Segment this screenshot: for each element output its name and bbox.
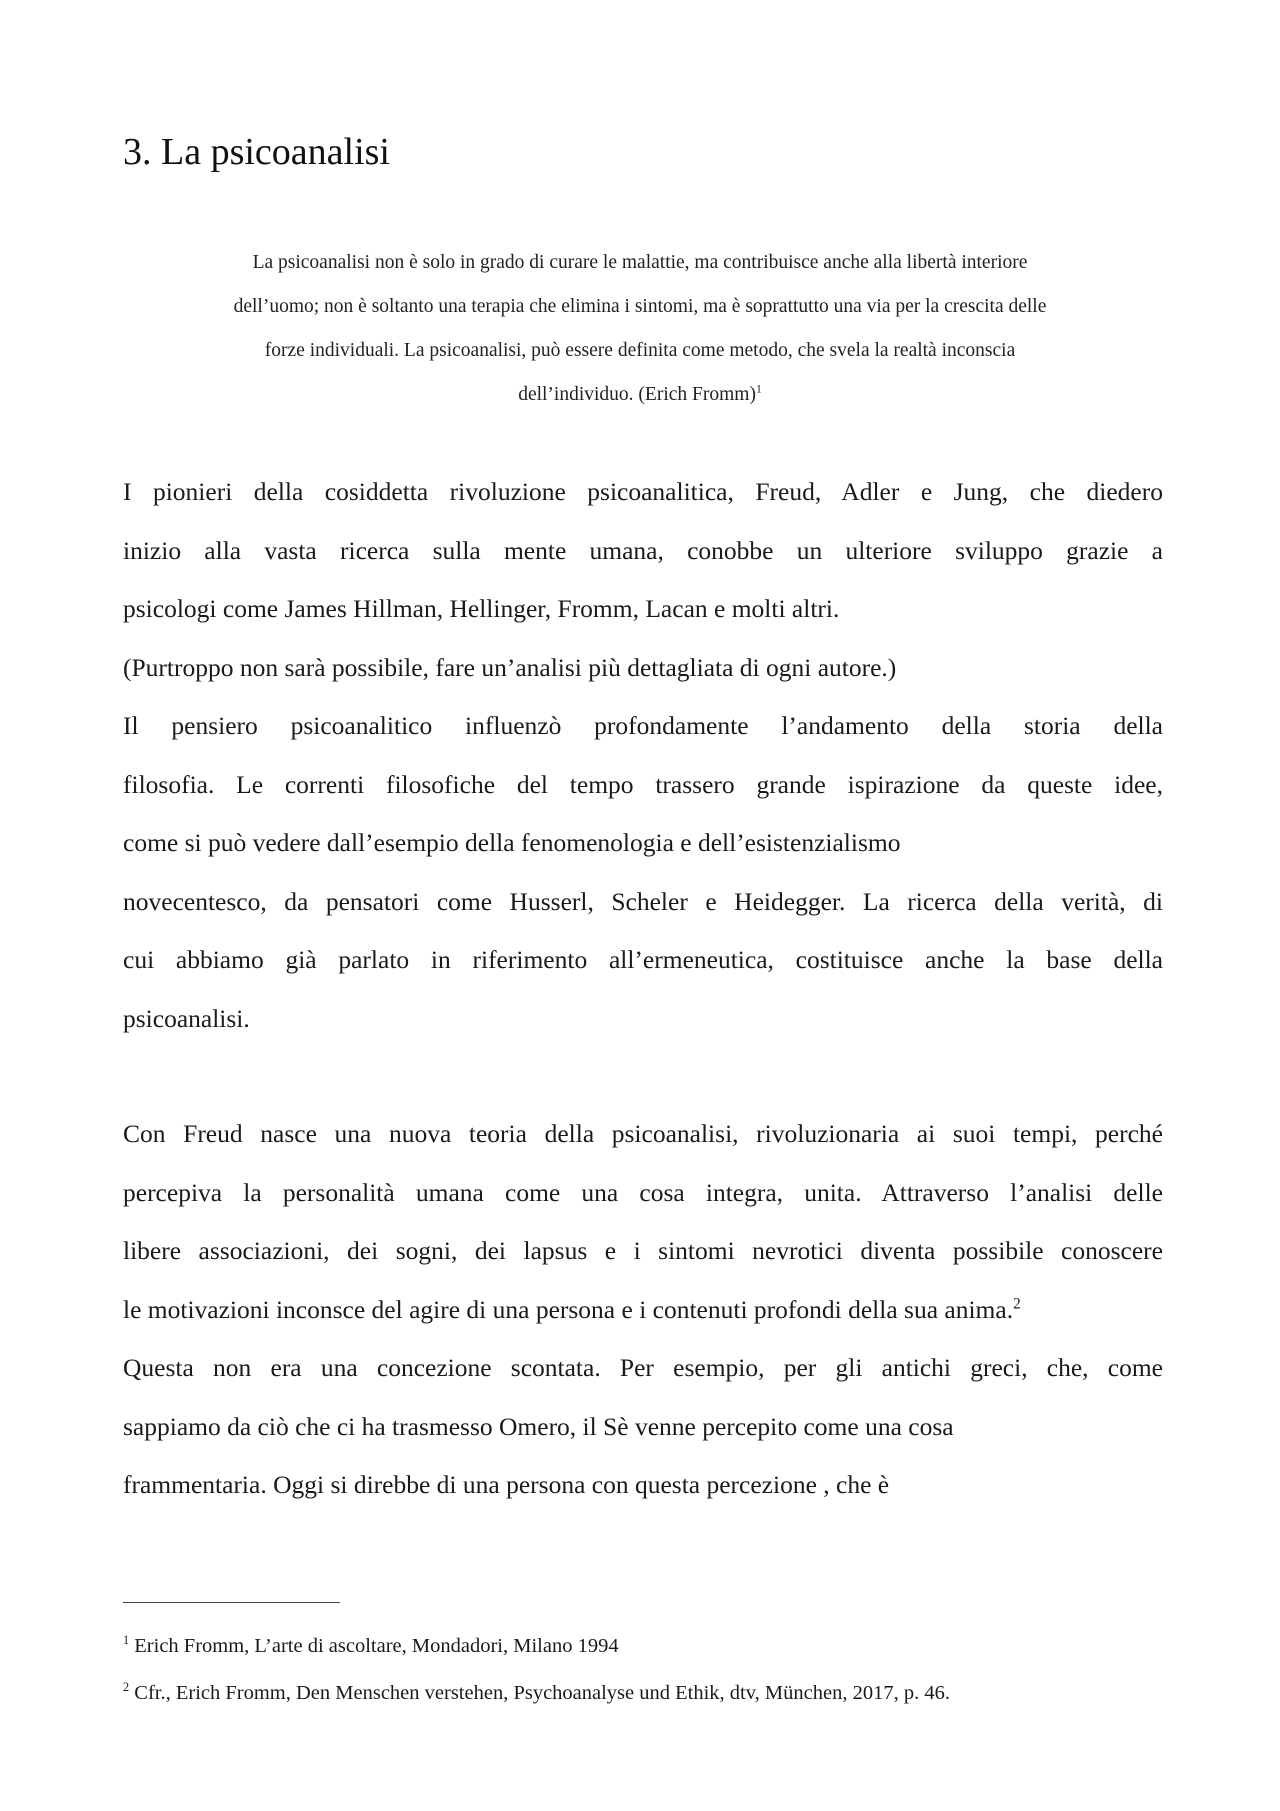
paragraph-line: I pionieri della cosiddetta rivoluzione psicoanalitica, Freud, Adler e Jung, che diedero xyxy=(123,477,1163,506)
paragraph-line: come si può vedere dall’esempio della fenomenologia e dell’esistenzialismo xyxy=(123,828,901,857)
footnotes-section xyxy=(123,1623,1163,1717)
paragraph-line: cui abbiamo già parlato in riferimento all’ermeneutica, costituisce anche la base della xyxy=(123,945,1163,974)
paragraph-line: sappiamo da ciò che ci ha trasmesso Omero, il Sè venne percepito come una cosa xyxy=(123,1411,954,1441)
footnote-ref-1[interactable]: 1 xyxy=(755,382,762,396)
paragraph-line: Con Freud nasce una nuova teoria della psicoanalisi, rivoluzionaria ai suoi tempi, perché xyxy=(123,1119,1163,1148)
epigraph-line: La psicoanalisi non è solo in grado di curare le malattie, ma contribuisce anche alla libertà interiore xyxy=(252,252,1028,273)
footnote-text: Cfr., Erich Fromm, Den Menschen verstehen, Psychoanalyse und Ethik, dtv, München, 2017, p. 46. xyxy=(134,1682,950,1704)
chapter-title: 3. La psicoanalisi xyxy=(123,131,390,173)
footnote-ref-2[interactable]: 2 xyxy=(1013,1295,1021,1312)
epigraph-line-text: dell’individuo. (Erich Fromm) xyxy=(518,384,756,405)
paragraph-line: psicologi come James Hillman, Hellinger, Fromm, Lacan e molti altri. xyxy=(123,594,840,623)
paragraph-line: filosofia. Le correnti filosofiche del tempo trassero grande ispirazione da queste idee, xyxy=(123,769,1163,799)
footnote-1 xyxy=(123,1623,1163,1670)
paragraph-1 xyxy=(123,463,1163,1048)
paragraph-line: psicoanalisi. xyxy=(123,1003,250,1033)
epigraph-line-last xyxy=(130,373,1150,417)
footnote-text: Erich Fromm, L’arte di ascoltare, Mondadori, Milano 1994 xyxy=(134,1635,619,1657)
epigraph-quote xyxy=(130,241,1150,417)
footnote-2 xyxy=(123,1670,1163,1717)
epigraph-line: dell’uomo; non è soltanto una terapia che elimina i sintomi, ma è soprattutto una via per la crescita delle xyxy=(233,296,1047,317)
paragraph-2 xyxy=(123,1105,1163,1515)
footnote-number: 2 xyxy=(123,1680,130,1695)
paragraph-line: percepiva la personalità umana come una cosa integra, unita. Attraverso l’analisi delle xyxy=(123,1177,1163,1207)
paragraph-line: Questa non era una concezione scontata. Per esempio, per gli antichi greci, che, come xyxy=(123,1353,1163,1382)
paragraph-line: frammentaria. Oggi si direbbe di una persona con questa percezione , che è xyxy=(123,1470,890,1499)
footnote-divider xyxy=(123,1602,340,1603)
paragraph-line: libere associazioni, dei sogni, dei lapsus e i sintomi nevrotici diventa possibile conoscere xyxy=(123,1236,1163,1265)
paragraph-line: Il pensiero psicoanalitico influenzò profondamente l’andamento della storia della xyxy=(123,711,1163,740)
paragraph-line: (Purtroppo non sarà possibile, fare un’analisi più dettagliata di ogni autore.) xyxy=(123,652,897,682)
paragraph-line-with-ref xyxy=(123,1281,1163,1340)
footnote-number: 1 xyxy=(123,1633,130,1648)
paragraph-line: novecentesco, da pensatori come Husserl, Scheler e Heidegger. La ricerca della verità, di xyxy=(123,886,1163,916)
paragraph-line-text: le motivazioni inconsce del agire di una persona e i contenuti profondi della sua anima. xyxy=(123,1294,1014,1324)
paragraph-line: inizio alla vasta ricerca sulla mente umana, conobbe un ulteriore sviluppo grazie a xyxy=(123,535,1163,565)
epigraph-line: forze individuali. La psicoanalisi, può essere definita come metodo, che svela la realtà inconscia xyxy=(264,340,1016,361)
